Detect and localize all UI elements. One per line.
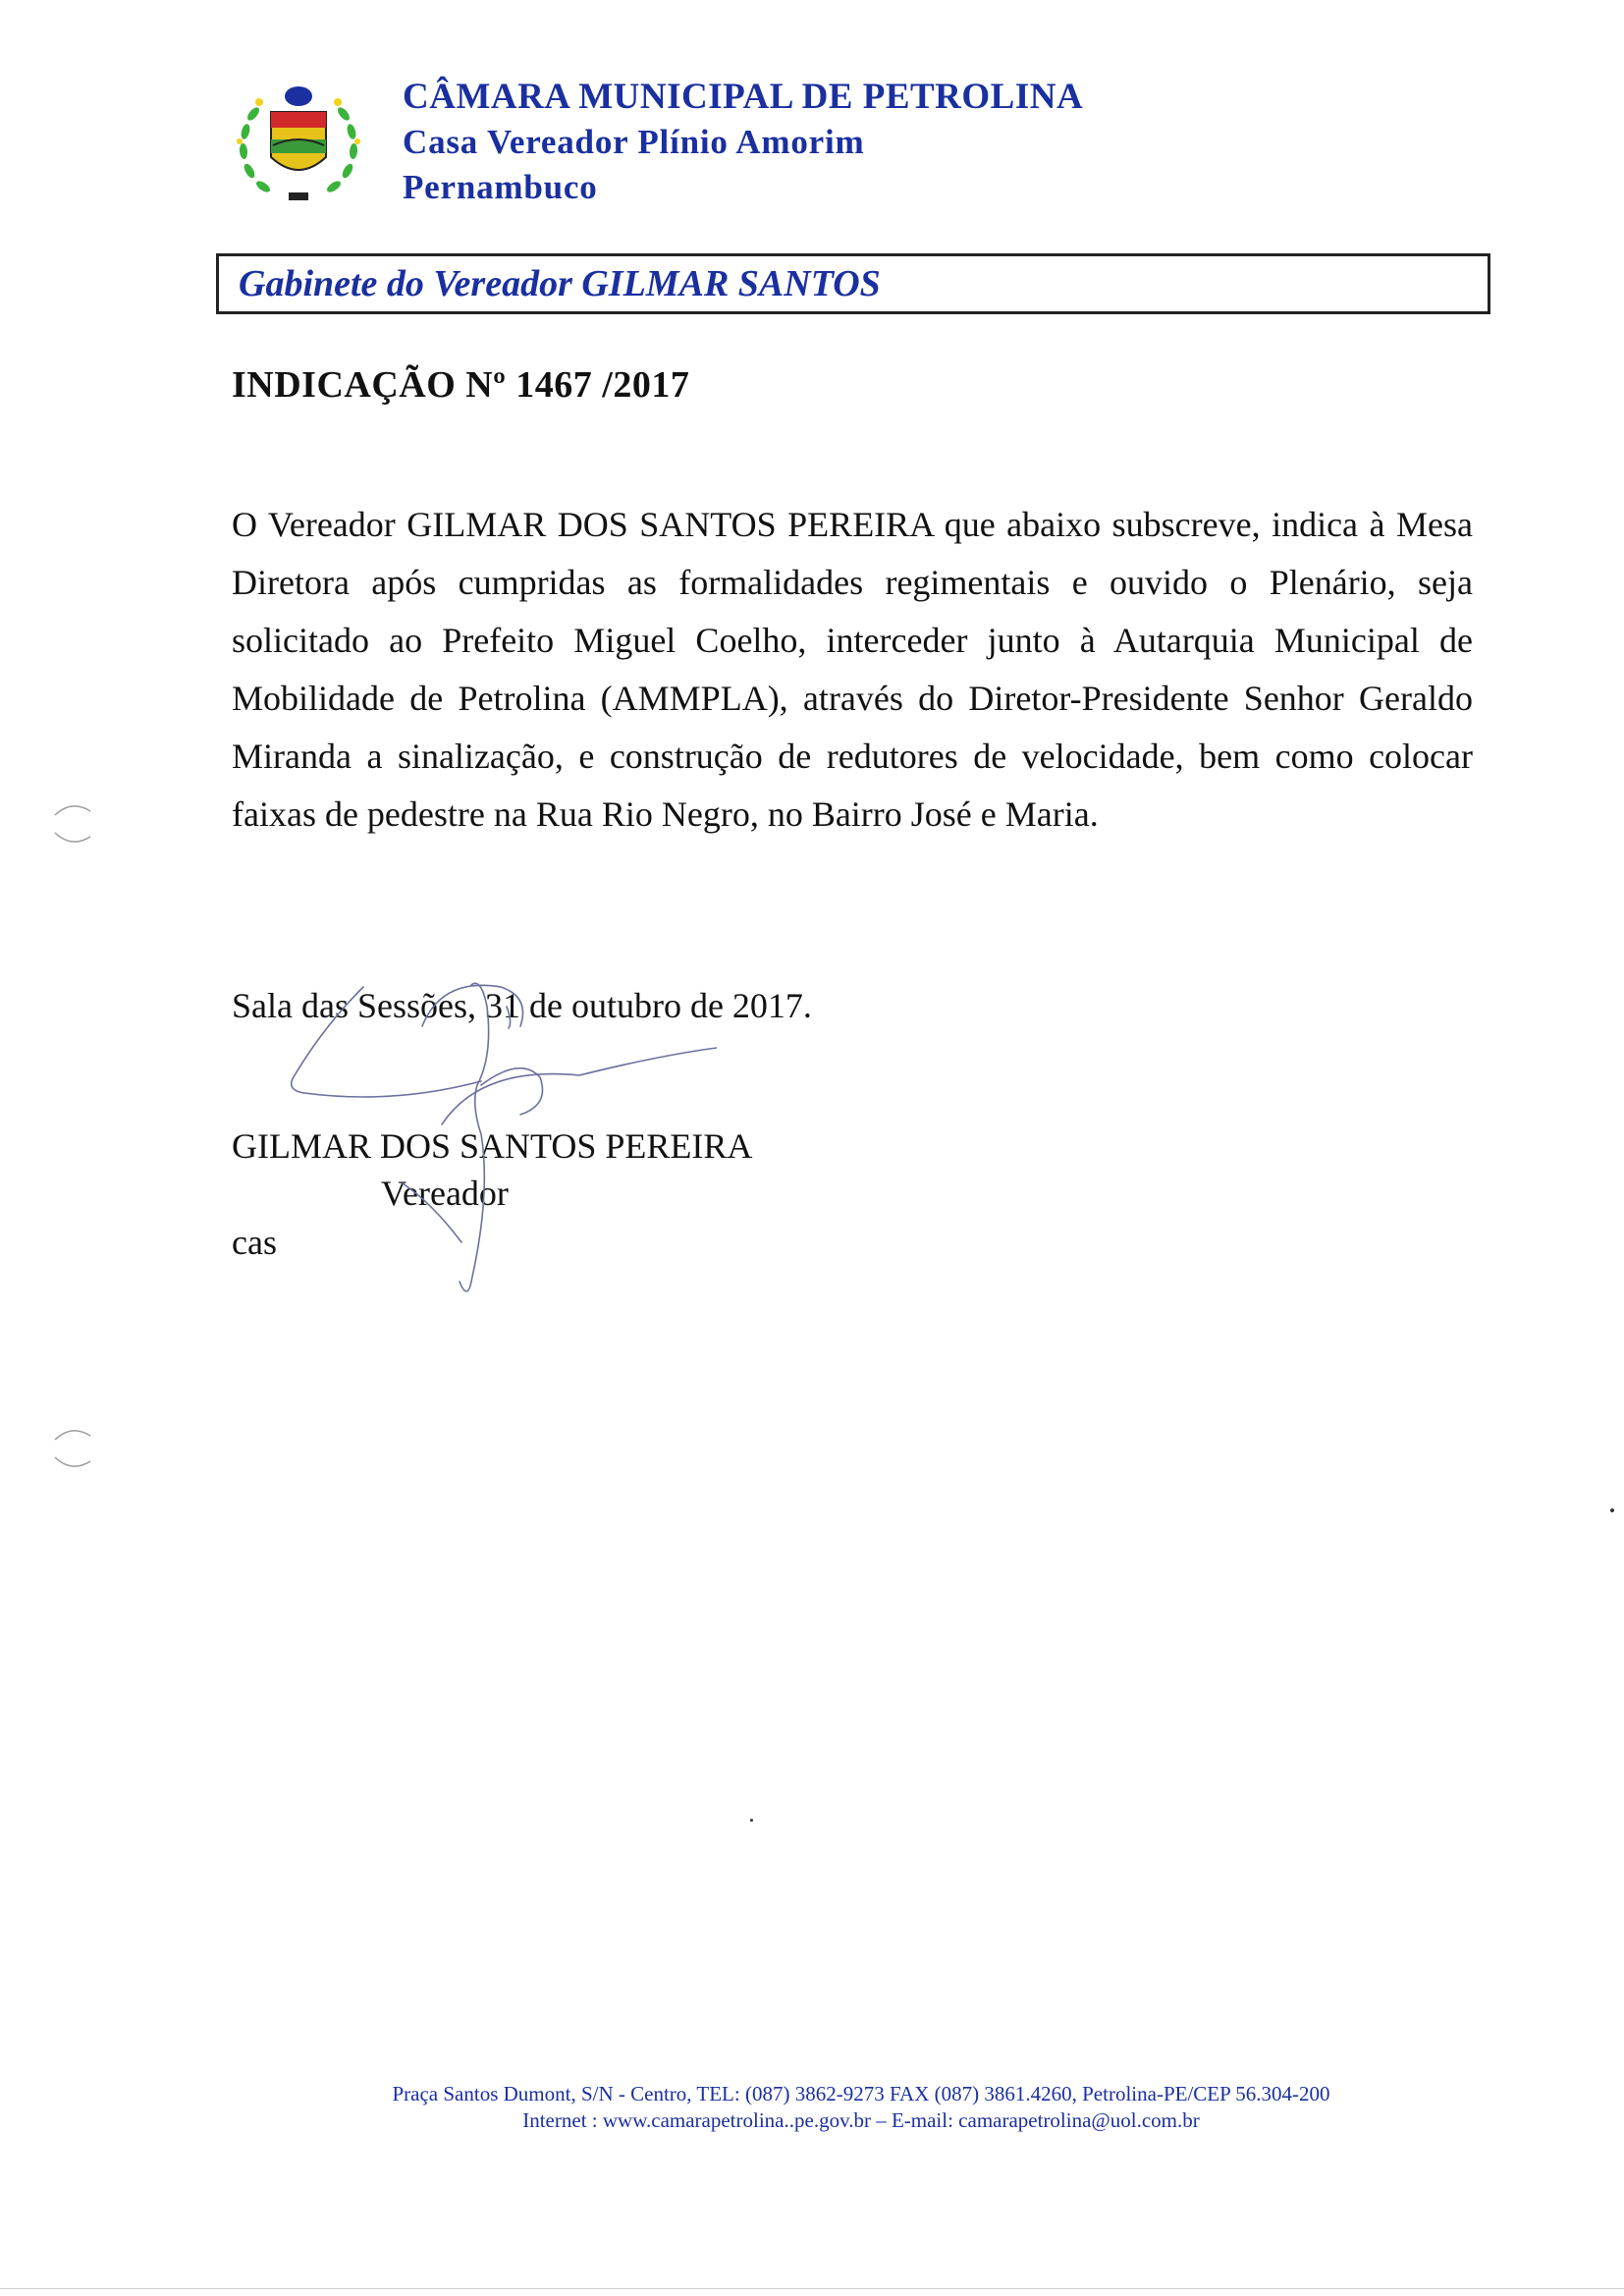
cabinet-label-name: SANTOS (737, 263, 881, 304)
document-title: INDICAÇÃO Nº 1467 /2017 (232, 364, 690, 406)
cabinet-banner (216, 253, 1490, 314)
footer-address: Praça Santos Dumont, S/N - Centro, TEL: (087) 3862-9273 FAX (087) 3861.4260, Petrolina-PE/CEP 56.304-200 (392, 2082, 1330, 2105)
signer-name: GILMAR DOS SANTOS PEREIRA (232, 1126, 753, 1166)
footer-internet: Internet : www.camarapetrolina..pe.gov.br – E-mail: camarapetrolina@uol.com.br (522, 2108, 1200, 2132)
punch-hole-icon (47, 1418, 96, 1477)
punch-hole-icon (47, 793, 96, 852)
scan-speck (750, 1819, 753, 1822)
page-edge-divider (0, 2288, 1624, 2289)
signer-role: Vereador (381, 1174, 509, 1213)
municipal-crest-icon (232, 75, 365, 212)
typist-initials: cas (232, 1223, 277, 1262)
scan-speck (1610, 1508, 1614, 1512)
session-line: Sala das Sessões, 31 de outubro de 2017. (232, 986, 812, 1025)
document-body: O Vereador GILMAR DOS SANTOS PEREIRA que abaixo subscreve, indica à Mesa Diretora após cumpridas as formalidades regimentais e ouvido o Plenário, seja solicitado ao Prefeito Miguel Coelho, interceder junto à Autarquia Municipal de Mobilidade de Petrolina (AMMPLA), através do Diretor-Presidente Senhor Geraldo Miranda a sinalização, e construção de redutores de velocidade, bem como colocar faixas de pedestre na Rua Rio Negro, no Bairro José e Maria. (232, 505, 1473, 834)
cabinet-label (239, 262, 881, 305)
cabinet-label-prefix: Gabinete do Vereador GILMAR (239, 263, 738, 304)
letterhead (403, 75, 1083, 210)
house-name: Casa Vereador Plínio Amorim (403, 123, 865, 161)
state-name: Pernambuco (403, 168, 598, 206)
chamber-name: CÂMARA MUNICIPAL DE PETROLINA (403, 77, 1084, 117)
